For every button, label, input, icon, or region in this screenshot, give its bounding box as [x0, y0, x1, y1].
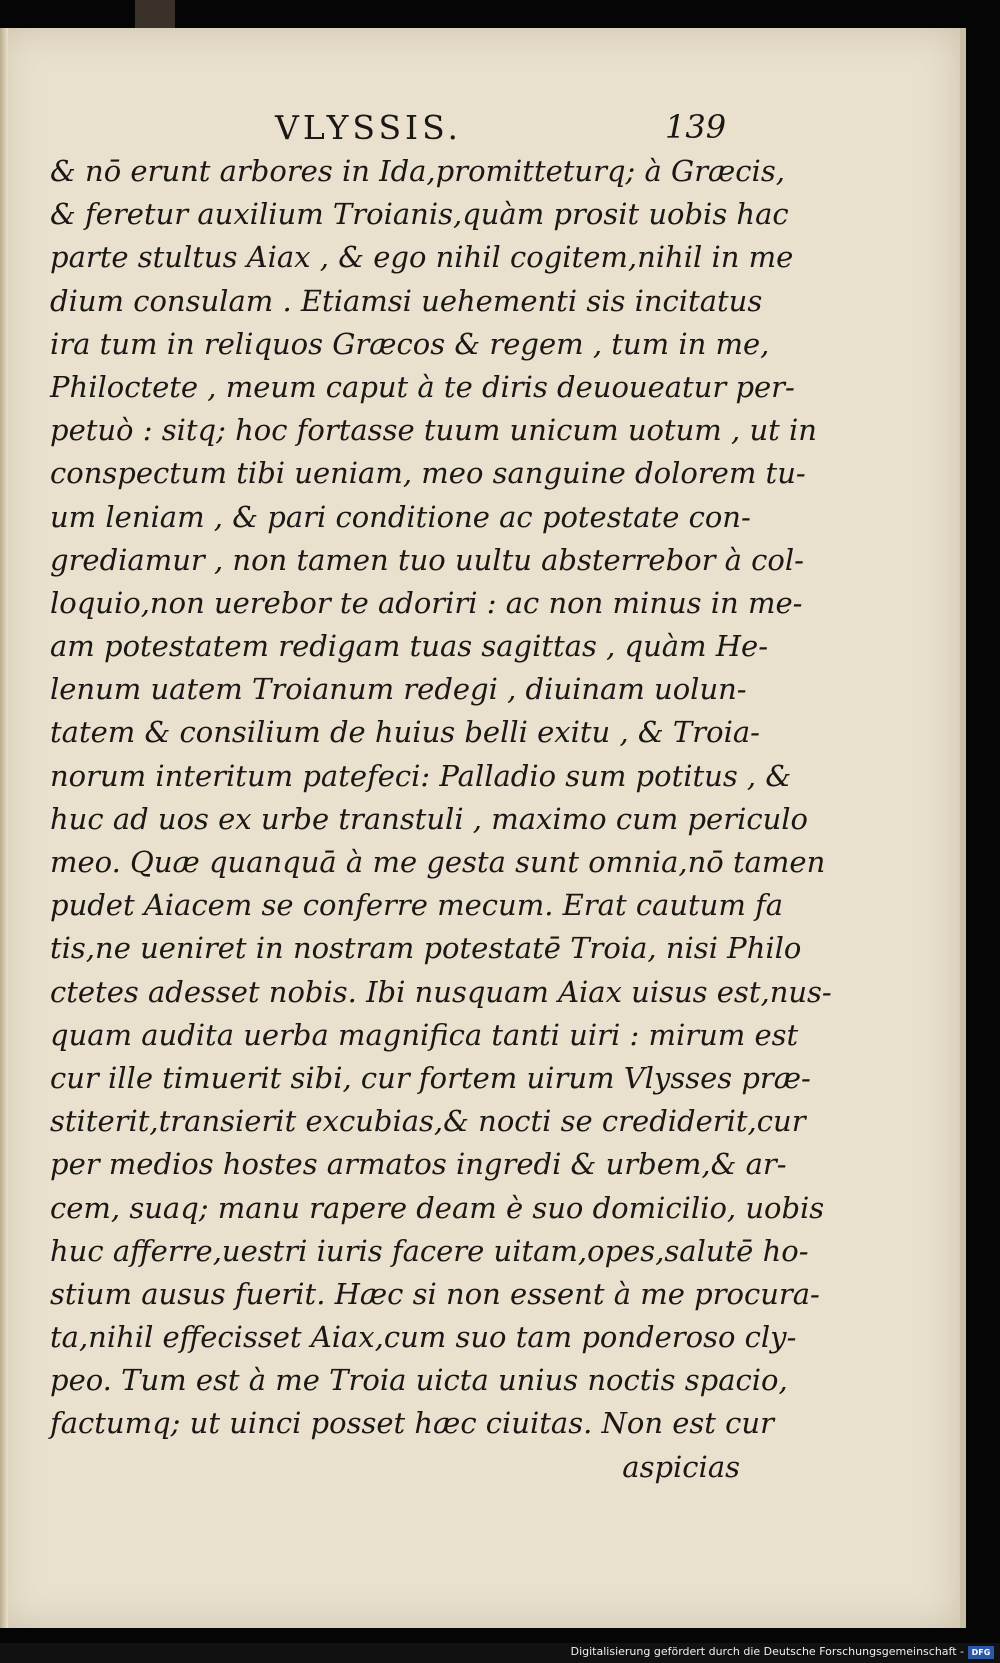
- catchword: aspicias: [622, 1449, 740, 1484]
- text-line: ctetes adesset nobis. Ibi nusquam Aiax uisus est,nus-: [50, 974, 832, 1009]
- text-line: quam audita uerba magnifica tanti uiri : mirum est: [50, 1017, 799, 1052]
- text-line: ta,nihil effecisset Aiax,cum suo tam ponderoso cly-: [50, 1320, 797, 1355]
- text-line: pudet Aiacem se conferre mecum. Erat cautum fa: [50, 888, 784, 923]
- running-head: VLYSSIS.: [275, 108, 463, 147]
- text-line: cem, suaq; manu rapere deam è suo domicilio, uobis: [50, 1190, 825, 1225]
- text-line: ira tum in reliquos Græcos & regem , tum in me,: [50, 326, 770, 361]
- text-line: per medios hostes armatos ingredi & urbem,& ar-: [50, 1147, 787, 1182]
- dfg-logo: DFG: [968, 1646, 994, 1659]
- text-line: um leniam , & pari conditione ac potestate con-: [50, 499, 751, 534]
- text-line: petuò : sitq; hoc fortasse tuum unicum uotum , ut in: [50, 413, 817, 448]
- text-line: am potestatem redigam tuas sagittas , quàm He-: [50, 629, 769, 664]
- text-line: loquio,non uerebor te adoriri : ac non minus in me-: [50, 585, 803, 620]
- text-line: conspectum tibi ueniam, meo sanguine dolorem tu-: [50, 456, 806, 491]
- page-gutter: [0, 28, 8, 1628]
- text-line: & feretur auxilium Troianis,quàm prosit uobis hac: [50, 197, 789, 232]
- footer-credit: Digitalisierung gefördert durch die Deutsche Forschungsgemeinschaft -: [570, 1645, 964, 1658]
- book-spine: [135, 0, 175, 30]
- page-number: 139: [665, 108, 727, 146]
- text-line: cur ille timuerit sibi, cur fortem uirum Vlysses præ-: [50, 1060, 811, 1095]
- text-line: stium ausus fuerit. Hæc si non essent à me procura-: [50, 1276, 820, 1311]
- text-line: huc afferre,uestri iuris facere uitam,opes,salutē ho-: [50, 1233, 809, 1268]
- text-line: huc ad uos ex urbe transtuli , maximo cum periculo: [50, 801, 808, 836]
- text-block: [50, 150, 832, 1489]
- text-line: tis,ne ueniret in nostram potestatē Troia, nisi Philo: [50, 931, 802, 966]
- text-line: stiterit,transierit excubias,& nocti se crediderit,cur: [50, 1104, 806, 1139]
- text-line: grediamur , non tamen tuo uultu absterrebor à col-: [50, 542, 804, 577]
- text-line: factumq; ut uinci posset hæc ciuitas. Non est cur: [50, 1406, 774, 1441]
- text-line: peo. Tum est à me Troia uicta unius noctis spacio,: [50, 1363, 788, 1398]
- text-line: norum interitum patefeci: Palladio sum potitus , &: [50, 758, 792, 793]
- text-line: lenum uatem Troianum redegi , diuinam uolun-: [50, 672, 747, 707]
- text-line: tatem & consilium de huius belli exitu , & Troia-: [50, 715, 760, 750]
- digitization-footer: [0, 1643, 1000, 1663]
- text-line: meo. Quæ quanquā à me gesta sunt omnia,nō tamen: [50, 845, 826, 879]
- text-line: Philoctete , meum caput à te diris deuoueatur per-: [50, 369, 795, 404]
- text-line: parte stultus Aiax , & ego nihil cogitem,nihil in me: [50, 240, 794, 275]
- text-line: & nō erunt arbores in Ida,promitteturq; à Græcis,: [50, 154, 785, 188]
- text-line: dium consulam . Etiamsi uehementi sis incitatus: [50, 283, 763, 318]
